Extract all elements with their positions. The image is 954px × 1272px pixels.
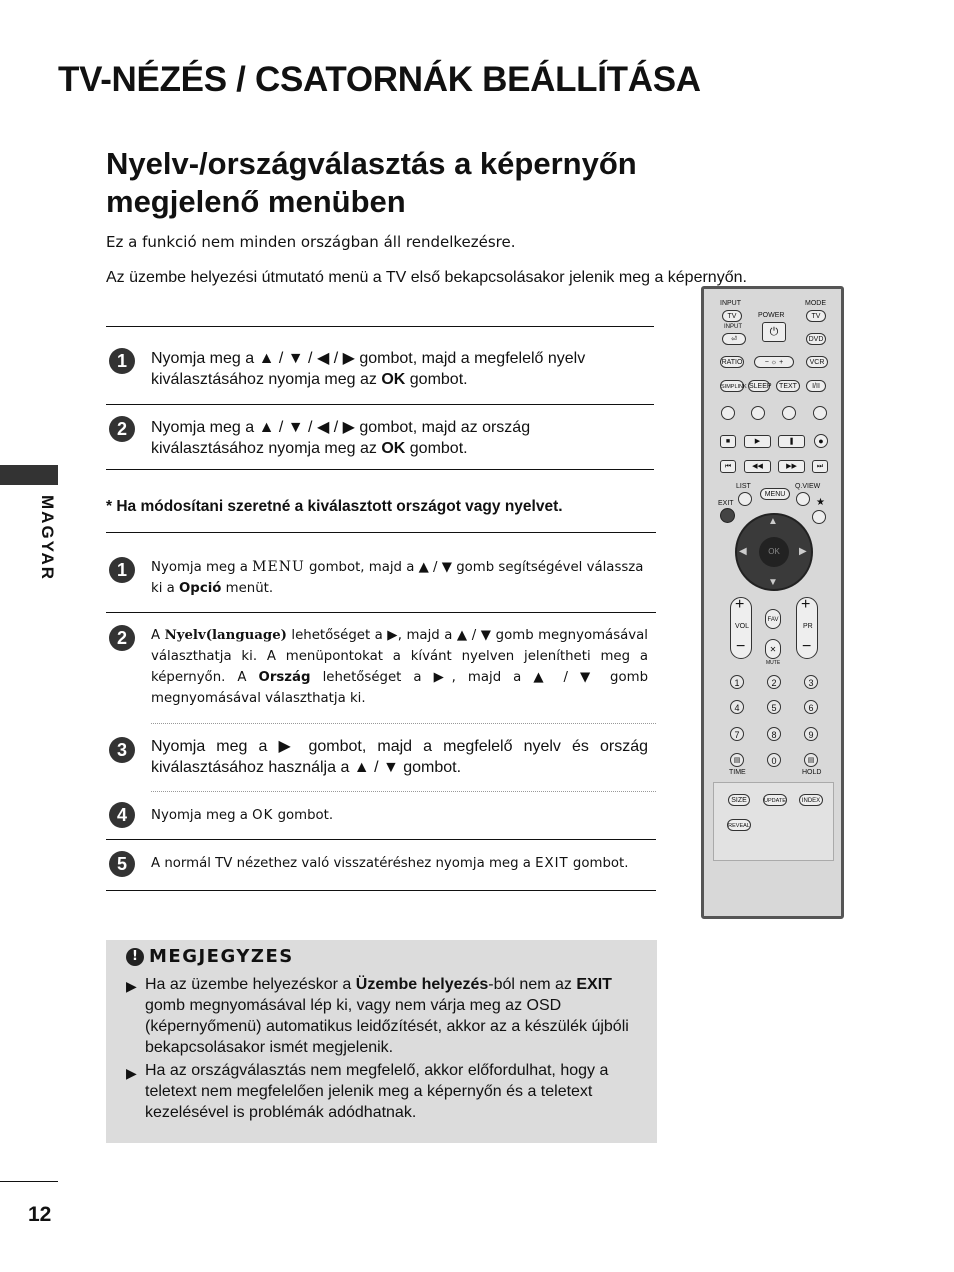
option-menu-label: Opció <box>179 581 222 596</box>
text: lehetőséget a <box>286 628 388 643</box>
skip-back-button[interactable]: ⏮ <box>720 460 736 473</box>
right-arrow-icon[interactable]: ▶ <box>799 546 807 557</box>
divider <box>106 612 656 613</box>
text: gomb megnyomásával választhatja ki. <box>151 670 649 706</box>
reveal-button[interactable]: REVEAL <box>727 819 751 831</box>
text: menüt. <box>221 581 274 596</box>
digit-2-button[interactable]: 2 <box>767 675 781 689</box>
teletext-time-button[interactable]: ▤ <box>730 753 744 767</box>
qview-button[interactable] <box>796 492 810 506</box>
hold-label: HOLD <box>802 769 822 776</box>
brightness-button[interactable]: − ☼ + <box>754 356 794 368</box>
text: Nyomja meg a <box>151 738 279 755</box>
step-b2-text <box>151 625 648 709</box>
language-label: MAGYAR <box>38 495 57 581</box>
text: gomb megnyomásával választhatja ki. A menüpontokat a kívánt nyelven jelenítheti meg a képernyőn. A <box>151 628 648 685</box>
divider <box>106 404 654 405</box>
language-option-label: Nyelv(language) <box>164 628 287 643</box>
vol-label: VOL <box>735 623 750 630</box>
star-button[interactable] <box>812 510 826 524</box>
note-bullet-2: Ha az országválasztás nem megfelelő, akkor előfordulhat, hogy a teletext nem megfelelően jelenik meg a képernyőn és a teletext kezelésével is problémák adódhatnak. <box>145 1062 609 1121</box>
list-button[interactable] <box>738 492 752 506</box>
text: gomb megnyomásával lép ki, vagy nem várja meg az OSD (képernyőmenü) automatikus leidőzítését, akkor az a készülék újbóli bekapcsolásakor ismét megjelenik. <box>145 997 629 1056</box>
text: -ból nem az <box>488 976 577 993</box>
divider <box>106 890 656 891</box>
page-number: 12 <box>28 1203 52 1226</box>
text: , majd a <box>451 670 534 685</box>
play-button[interactable]: ▶ <box>744 435 771 448</box>
text: gomb segítségével válassza <box>452 560 644 575</box>
right-arrow-icon: ▶ <box>387 628 398 643</box>
text: gombot, majd a <box>304 560 419 575</box>
step-number: 1 <box>109 557 135 583</box>
arrow-keys-icon: ▲ / ▼ <box>533 670 599 685</box>
vcr-button[interactable]: VCR <box>806 356 828 368</box>
rewind-button[interactable]: ◀◀ <box>744 460 771 473</box>
fast-forward-button[interactable]: ▶▶ <box>778 460 805 473</box>
step-number: 2 <box>109 416 135 442</box>
i-ii-button[interactable]: I/II <box>806 380 826 392</box>
note-bullet-1 <box>145 974 640 1058</box>
step-number: 4 <box>109 802 135 828</box>
teletext-panel <box>713 782 834 861</box>
text: gombot. <box>405 371 468 388</box>
input-button[interactable]: ⏎ <box>722 333 746 345</box>
language-tab <box>0 465 58 485</box>
step-number: 3 <box>109 737 135 763</box>
record-button[interactable]: ● <box>814 434 828 448</box>
country-option-label: Ország <box>258 670 311 685</box>
mute-label: MUTE <box>766 660 781 666</box>
text: kiválasztásához nyomja meg az <box>151 371 382 388</box>
power-label: POWER <box>758 312 785 319</box>
step-number: 5 <box>109 851 135 877</box>
color-button[interactable] <box>721 406 735 420</box>
power-button[interactable]: ⏻ <box>762 322 786 342</box>
text: Üzembe helyezés <box>355 976 489 993</box>
size-button[interactable]: SIZE <box>728 794 750 806</box>
intro-text: Az üzembe helyezési útmutató menü a TV első bekapcsolásakor jelenik meg a képernyőn. <box>106 269 747 286</box>
divider <box>0 1181 58 1182</box>
divider <box>106 532 656 533</box>
modify-note: * Ha módosítani szeretné a kiválasztott országot vagy nyelvet. <box>106 498 563 515</box>
minus-icon: − <box>736 638 746 655</box>
arrow-keys-icon: ▲ / ▼ <box>353 759 399 776</box>
color-button[interactable] <box>751 406 765 420</box>
text: kiválasztásához nyomja meg az <box>151 440 382 457</box>
sleep-button[interactable]: SLEEP <box>748 380 770 392</box>
minus-icon: − <box>802 638 812 655</box>
section-title <box>106 145 746 221</box>
text: gombot. <box>568 856 629 871</box>
digit-1-button[interactable]: 1 <box>730 675 744 689</box>
dotted-divider <box>151 791 656 792</box>
text: gombot, majd a megfelelő nyelv <box>354 350 586 367</box>
mode-label: MODE <box>805 300 826 307</box>
digit-6-button[interactable]: 6 <box>804 700 818 714</box>
text: Ha az üzembe helyezéskor a <box>145 976 356 993</box>
fav-button[interactable]: FAV <box>765 609 781 629</box>
pause-button[interactable]: ❚ <box>778 435 805 448</box>
ok-button[interactable]: OK <box>759 537 789 567</box>
stop-button[interactable]: ■ <box>720 435 736 448</box>
text: Nyomja meg a <box>151 560 253 575</box>
section-title-line1: Nyelv-/országválasztás a képernyőn <box>106 146 637 181</box>
remote-control <box>701 286 844 919</box>
divider <box>106 839 656 840</box>
simplink-button[interactable]: SIMPLINK <box>720 380 744 392</box>
arrow-keys-icon: ▲ / ▼ <box>418 560 452 575</box>
step-a2-text <box>151 417 651 459</box>
step-b1-text <box>151 557 651 599</box>
step-number: 1 <box>109 348 135 374</box>
color-button[interactable] <box>813 406 827 420</box>
divider <box>106 469 654 470</box>
favorite-star-icon: ★ <box>816 497 825 508</box>
bullet-arrow-icon: ▶ <box>126 1065 137 1081</box>
teletext-hold-button[interactable]: ▤ <box>804 753 818 767</box>
pr-label: PR <box>803 623 813 630</box>
text: gombot, majd a megfelelő nyelv és ország kiválasztásához használja a <box>151 738 649 776</box>
availability-note: Ez a funkció nem minden országban áll rendelkezésre. <box>106 233 516 251</box>
menu-key-label: MENU <box>252 559 305 575</box>
arrow-keys-icon: ▲ / ▼ / ◀ / ▶ <box>258 419 355 436</box>
exit-button[interactable] <box>720 508 735 523</box>
navigation-ring[interactable] <box>735 513 813 591</box>
arrow-keys-icon: ▲ / ▼ <box>456 628 492 643</box>
ok-key-label: OK <box>252 808 274 823</box>
text: A <box>151 628 165 643</box>
text: gombot. <box>273 808 334 823</box>
exit-label: EXIT <box>718 500 734 507</box>
digit-9-button[interactable]: 9 <box>804 727 818 741</box>
skip-forward-button[interactable]: ⏭ <box>812 460 828 473</box>
step-number: 2 <box>109 625 135 651</box>
index-button[interactable]: INDEX <box>799 794 823 806</box>
text: MEGJEGYZES <box>149 946 294 967</box>
ratio-button[interactable]: RATIO <box>720 356 744 368</box>
text: A normál TV nézethez való visszatéréshez nyomja meg a <box>151 856 536 871</box>
digit-7-button[interactable]: 7 <box>730 727 744 741</box>
section-title-line2: megjelenő menüben <box>106 184 406 219</box>
input-label: INPUT <box>720 300 741 307</box>
text: gombot. <box>405 440 468 457</box>
bullet-arrow-icon: ▶ <box>126 978 137 994</box>
text: Nyomja meg a <box>151 419 259 436</box>
left-arrow-icon[interactable]: ◀ <box>739 546 747 557</box>
text-button[interactable]: TEXT <box>776 380 800 392</box>
volume-rocker[interactable] <box>730 597 752 659</box>
step-b3-text <box>151 736 648 778</box>
divider <box>106 326 654 327</box>
mute-button[interactable]: ✕ <box>765 639 781 659</box>
exit-key-label: EXIT <box>535 856 569 871</box>
ok-key-label: OK <box>381 371 406 388</box>
menu-button[interactable]: MENU <box>760 488 790 500</box>
note-title <box>126 946 294 967</box>
update-button[interactable]: UPDATE <box>763 794 787 806</box>
text: gombot. <box>398 759 462 776</box>
text: EXIT <box>576 976 612 993</box>
plus-icon: + <box>801 596 811 613</box>
right-arrow-icon: ▶ <box>433 670 452 685</box>
down-arrow-icon[interactable]: ▼ <box>768 577 778 588</box>
exclamation-icon: ! <box>126 948 144 966</box>
text: Nyomja meg a <box>151 350 259 367</box>
plus-icon: + <box>735 596 745 613</box>
color-button[interactable] <box>782 406 796 420</box>
step-b5-text <box>151 853 651 874</box>
arrow-keys-icon: ▲ / ▼ / ◀ / ▶ <box>258 350 355 367</box>
program-rocker[interactable] <box>796 597 818 659</box>
dvd-button[interactable]: DVD <box>806 333 826 345</box>
mode-tv-button[interactable]: TV <box>806 310 826 322</box>
digit-0-button[interactable]: 0 <box>767 753 781 767</box>
time-label: TIME <box>729 769 746 776</box>
input-label: INPUT <box>724 324 742 330</box>
tv-button[interactable]: TV <box>722 310 742 322</box>
step-a1-text <box>151 348 651 390</box>
text: , majd a <box>397 628 457 643</box>
page-title: TV-NÉZÉS / CSATORNÁK BEÁLLÍTÁSA <box>58 60 701 99</box>
text: ki a <box>151 581 179 596</box>
digit-8-button[interactable]: 8 <box>767 727 781 741</box>
dotted-divider <box>151 723 656 724</box>
text: gombot, majd az ország <box>354 419 531 436</box>
digit-5-button[interactable]: 5 <box>767 700 781 714</box>
list-label: LIST <box>736 483 751 490</box>
digit-3-button[interactable]: 3 <box>804 675 818 689</box>
digit-4-button[interactable]: 4 <box>730 700 744 714</box>
ok-key-label: OK <box>381 440 406 457</box>
text: Nyomja meg a <box>151 808 253 823</box>
qview-label: Q.VIEW <box>795 483 821 490</box>
step-b4-text <box>151 805 651 826</box>
up-arrow-icon[interactable]: ▲ <box>768 516 778 527</box>
text: lehetőséget a <box>310 670 434 685</box>
right-arrow-icon: ▶ <box>278 738 298 755</box>
